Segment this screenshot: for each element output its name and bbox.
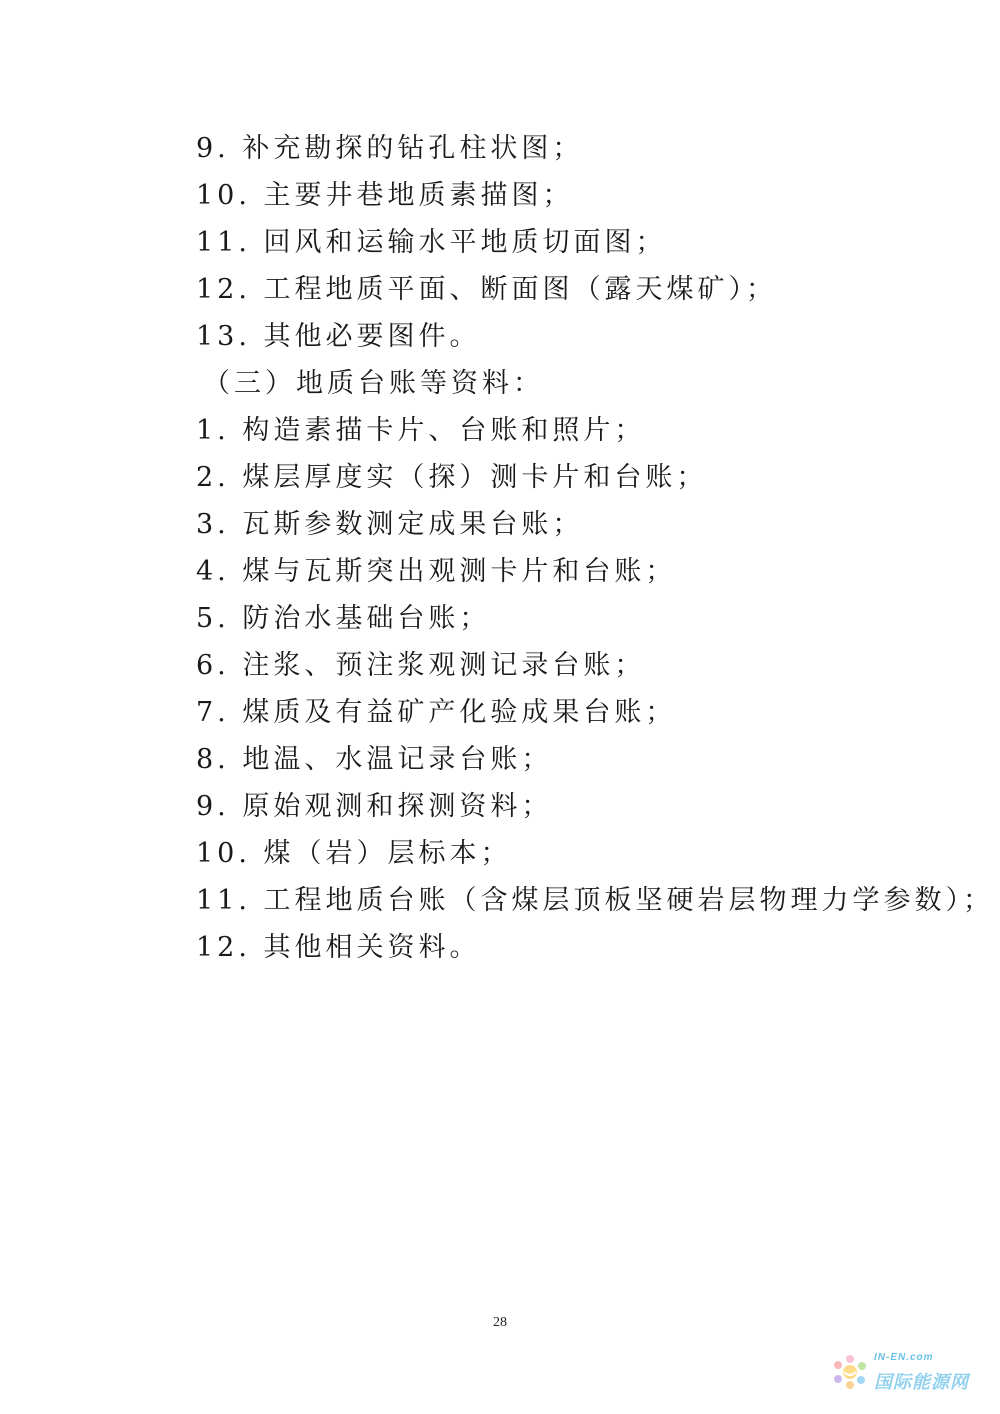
list-item: 10. 煤（岩）层标本；	[196, 838, 512, 869]
list-item: 6. 注浆、预注浆观测记录台账；	[196, 650, 646, 681]
list-item: 11. 回风和运输水平地质切面图；	[196, 227, 667, 258]
list-item: 9. 原始观测和探测资料；	[196, 791, 553, 822]
section-heading: （三）地质台账等资料：	[203, 368, 544, 399]
watermark-site: IN-EN.com	[874, 1352, 934, 1363]
list-item: 2. 煤层厚度实（探）测卡片和台账；	[196, 462, 708, 493]
list-item: 13. 其他必要图件。	[196, 321, 481, 352]
watermark-name: 国际能源网	[874, 1372, 969, 1393]
list-item: 12. 其他相关资料。	[196, 932, 481, 963]
list-item: 11. 工程地质台账（含煤层顶板坚硬岩层物理力学参数）；	[196, 885, 995, 916]
list-item: 1. 构造素描卡片、台账和照片；	[196, 415, 646, 446]
sun-flower-logo-icon	[830, 1352, 870, 1392]
list-item: 5. 防治水基础台账；	[196, 603, 491, 634]
list-item: 4. 煤与瓦斯突出观测卡片和台账；	[196, 556, 677, 587]
list-item: 8. 地温、水温记录台账；	[196, 744, 553, 775]
list-item: 9. 补充勘探的钻孔柱状图；	[196, 133, 584, 164]
list-item: 3. 瓦斯参数测定成果台账；	[196, 509, 584, 540]
watermark	[830, 1346, 990, 1400]
list-item: 10. 主要井巷地质素描图；	[196, 180, 574, 211]
list-item: 7. 煤质及有益矿产化验成果台账；	[196, 697, 677, 728]
page-number: 28	[493, 1315, 507, 1330]
list-item: 12. 工程地质平面、断面图（露天煤矿）；	[196, 274, 778, 305]
